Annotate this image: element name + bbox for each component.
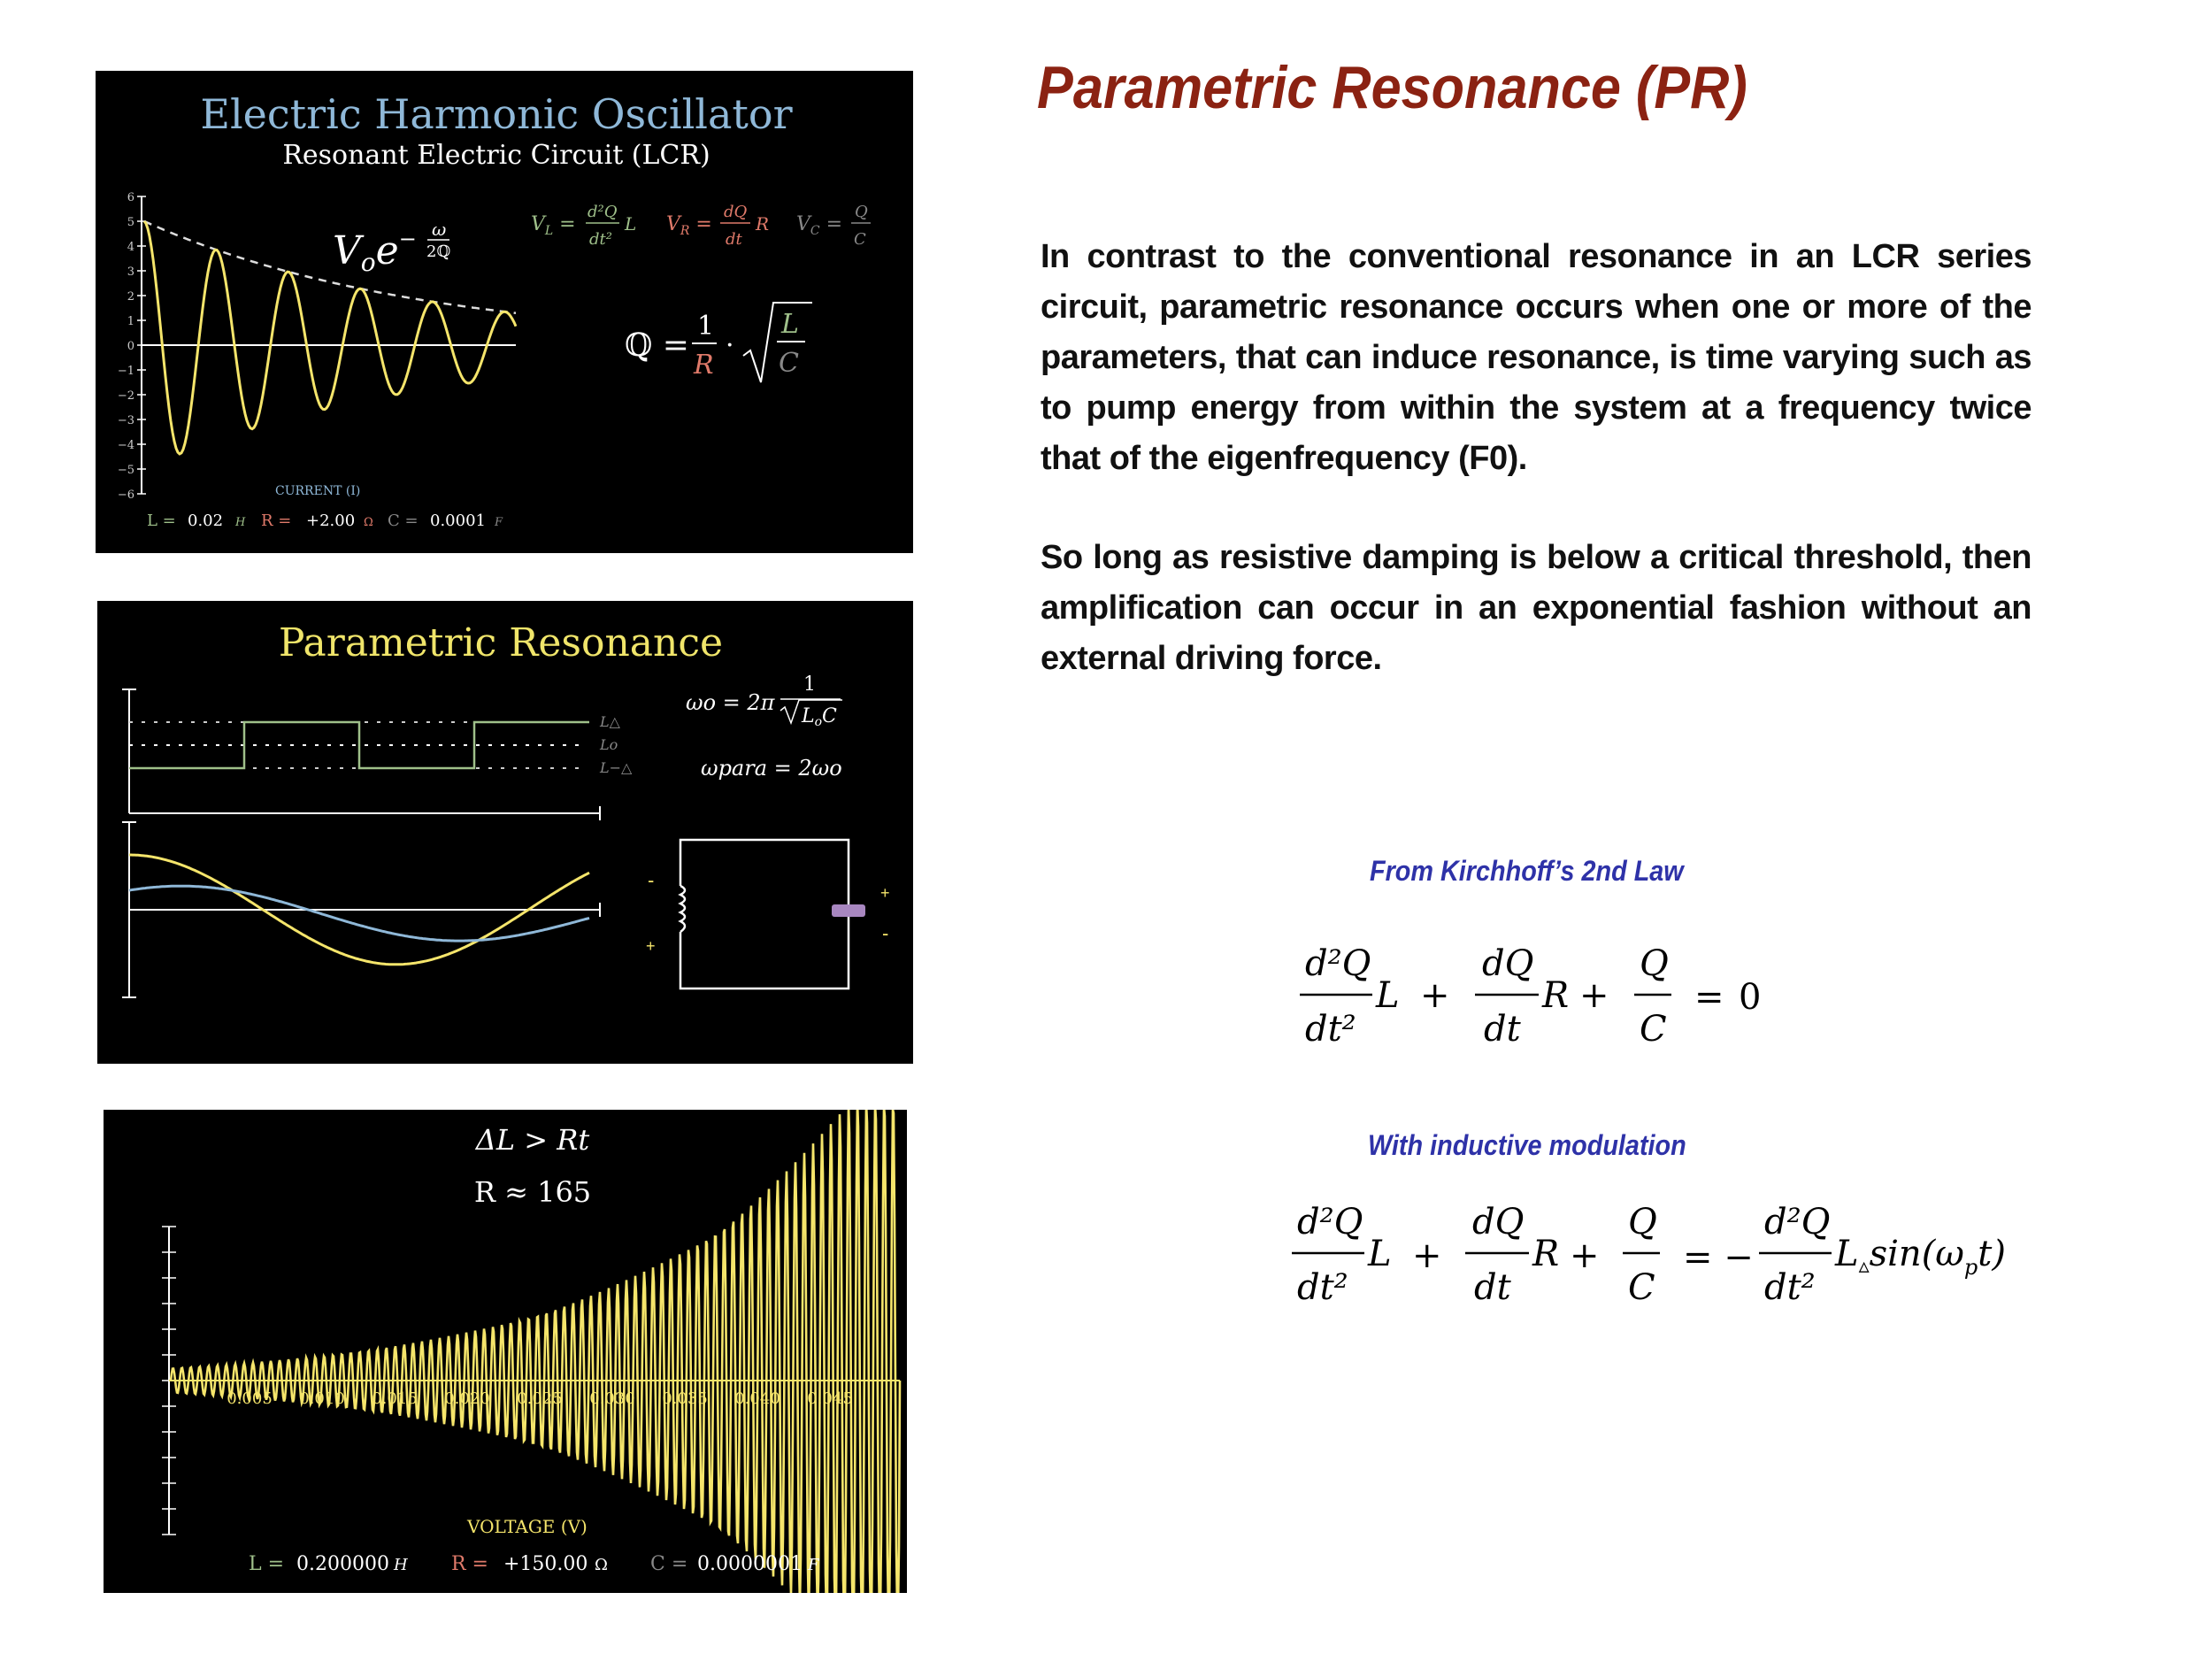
svg-text:Ω: Ω (364, 516, 373, 529)
omega-formulas (686, 673, 842, 781)
svg-text:L =: L = (147, 512, 176, 530)
damping-condition: ΔL > Rt (475, 1123, 590, 1157)
panel3-x-tick-label: 0.045 (807, 1389, 853, 1408)
svg-text:R =: R = (261, 512, 292, 530)
svg-text:dt: dt (1474, 1267, 1511, 1308)
svg-text:C: C (1640, 1009, 1667, 1050)
svg-text:0.0001: 0.0001 (430, 512, 486, 530)
panel1-y-tick-label: −1 (117, 365, 134, 378)
svg-text:0: 0 (1739, 977, 1762, 1018)
svg-text:d²Q: d²Q (588, 203, 618, 221)
parametric-resonance-graphic (97, 601, 913, 1064)
panel1-y-tick-label: 1 (127, 315, 134, 328)
damping-envelope-line (144, 221, 516, 313)
panel1-axis-label: CURRENT (I) (275, 484, 361, 498)
lcr-oscillator-panel (96, 71, 913, 553)
svg-text:+2.00: +2.00 (306, 512, 356, 530)
svg-text:dt²: dt² (1764, 1267, 1816, 1308)
svg-text:C: C (854, 230, 866, 249)
svg-text:C: C (779, 348, 799, 379)
panel3-x-tick-label: 0.035 (662, 1389, 708, 1408)
svg-text:R: R (1542, 975, 1570, 1016)
svg-text:dQ: dQ (1472, 1202, 1525, 1242)
panel3-x-tick-label: 0.005 (227, 1389, 273, 1408)
panel3-x-tick-label: 0.010 (299, 1389, 345, 1408)
panel3-x-tick-label: 0.040 (734, 1389, 780, 1408)
svg-text:dt: dt (1484, 1009, 1521, 1050)
svg-text:L: L (781, 309, 799, 340)
svg-text:1: 1 (697, 311, 715, 342)
svg-text:L: L (625, 213, 637, 235)
svg-text:+: + (880, 884, 890, 902)
panel3-params (249, 1553, 820, 1575)
svg-text:R =: R = (451, 1553, 488, 1575)
svg-text:dt²: dt² (589, 230, 612, 249)
intro-paragraph: In contrast to the conventional resonance in an LCR series circuit, parametric resonance occurs when one or more of the parameters, that can induce resonance, is time varying such as to pump energy from within the system at a frequency twice that of the eigenfrequency (F0). (1041, 238, 2032, 477)
resistance-approx: R ≈ 165 (473, 1175, 592, 1209)
amplification-graphic (104, 1110, 907, 1593)
panel1-y-tick-label: 0 (127, 340, 134, 353)
svg-text:L: L (1368, 1234, 1392, 1274)
svg-text:C =: C = (388, 512, 419, 530)
panel3-x-ticks (227, 1389, 853, 1408)
svg-text:Ω: Ω (595, 1556, 608, 1574)
panel1-y-tick-label: −4 (117, 439, 134, 452)
svg-text:L△: L△ (600, 713, 620, 730)
svg-text:Q: Q (855, 203, 868, 221)
panel1-y-tick-label: 4 (127, 241, 134, 254)
svg-text:Q: Q (1640, 943, 1669, 984)
svg-text:+: + (646, 937, 656, 955)
svg-text:dt²: dt² (1297, 1267, 1348, 1308)
panel3-axis-label: VOLTAGE (V) (467, 1516, 588, 1537)
quality-factor-formula (625, 303, 812, 382)
svg-text:d²Q: d²Q (1764, 1202, 1831, 1242)
svg-text:dt: dt (726, 230, 742, 249)
svg-text:R: R (1532, 1234, 1560, 1274)
svg-text:-: - (648, 869, 655, 891)
panel1-y-tick-label: −5 (117, 464, 134, 477)
svg-text:·: · (726, 330, 734, 361)
lcr-oscillator-graphic (96, 71, 913, 553)
kirchhoff-equation (1287, 938, 1783, 1062)
voltage-formulas (531, 203, 871, 249)
svg-text:=: = (1694, 977, 1724, 1018)
svg-text:L−△: L−△ (600, 759, 633, 776)
svg-text:L▵sin(ωpt): $L_▵\sin(\omega_pt)$ (1835, 1234, 2006, 1280)
panel3-x-tick-label: 0.025 (517, 1389, 563, 1408)
svg-text:1: 1 (803, 673, 816, 696)
panel3-x-tick-label: 0.020 (444, 1389, 490, 1408)
damped-oscillation-wave (144, 221, 516, 454)
svg-text:dt²: dt² (1305, 1009, 1356, 1050)
svg-text:+: + (1570, 1235, 1600, 1276)
lc-circuit-diagram (646, 840, 890, 989)
panel3-x-tick-label: 0.030 (589, 1389, 635, 1408)
svg-text:+: + (1420, 975, 1450, 1016)
svg-text:ωo = 2π: ωo = 2π (686, 690, 775, 715)
page-title: Parametric Resonance (PR) (1037, 54, 1747, 121)
panel1-title: Electric Harmonic Oscillator (200, 90, 793, 138)
panel1-y-tick-label: −2 (117, 389, 134, 403)
panel1-y-tick-label: −6 (117, 489, 134, 502)
svg-text:Q: Q (1628, 1202, 1657, 1242)
svg-text:d²Q: d²Q (1305, 943, 1371, 984)
svg-text:H: H (235, 516, 246, 529)
panel1-params (147, 512, 503, 530)
svg-text:L =: L = (249, 1553, 285, 1575)
svg-text:VC =: $V_C$ = (796, 213, 843, 238)
svg-text:H: H (394, 1556, 408, 1574)
svg-text:C =: C = (650, 1553, 688, 1575)
svg-text:F: F (495, 516, 503, 529)
panel3-x-tick-label: 0.015 (372, 1389, 418, 1408)
panel1-y-tick-label: 3 (127, 265, 134, 279)
svg-text:0.0000001: 0.0000001 (697, 1553, 803, 1575)
modulation-equation (1279, 1196, 2023, 1320)
svg-text:d²Q: d²Q (1297, 1202, 1363, 1242)
parametric-resonance-panel (97, 601, 913, 1064)
svg-text:R: R (694, 350, 714, 381)
svg-text:= −: = − (1683, 1237, 1754, 1278)
damping-paragraph: So long as resistive damping is below a critical threshold, then amplification can occur in an exponential fashion without an external driving force. (1041, 539, 2032, 677)
parametric-amplification-panel (104, 1110, 907, 1593)
panel1-subtitle: Resonant Electric Circuit (LCR) (282, 140, 710, 171)
capacitor-icon (832, 904, 865, 917)
svg-text:dQ: dQ (1482, 943, 1534, 984)
svg-text:Lo: Lo (600, 736, 618, 753)
svg-text:C: C (1628, 1267, 1655, 1308)
svg-text:ℚ =: ℚ = (625, 327, 689, 364)
svg-text:LoC: LoC (802, 705, 837, 729)
svg-text:F: F (808, 1556, 819, 1574)
svg-text:0.200000: 0.200000 (296, 1553, 389, 1575)
panel1-y-tick-label: 6 (127, 191, 134, 204)
panel1-y-tick-label: 5 (127, 216, 134, 229)
svg-text:dQ: dQ (724, 203, 748, 221)
svg-text:+: + (1412, 1235, 1442, 1276)
kirchhoff-label: From Kirchhoff’s 2nd Law (1370, 855, 1684, 887)
svg-text:VR =: $V_R$ = (666, 213, 712, 238)
svg-text:+: + (1579, 975, 1609, 1016)
svg-text:L: L (1376, 975, 1400, 1016)
svg-text:ωpara = 2ωo: ωpara = 2ωo (701, 756, 842, 781)
svg-text:VL =: $V_L$ = (531, 213, 576, 238)
modulation-label: With inductive modulation (1368, 1129, 1686, 1161)
inductance-square-wave (129, 722, 589, 768)
svg-text:0.02: 0.02 (188, 512, 224, 530)
svg-text:ω: ω (432, 219, 447, 240)
svg-text:R: R (756, 213, 770, 235)
level-labels (599, 713, 633, 776)
svg-text:2ℚ: 2ℚ (426, 242, 451, 261)
envelope-formula: Voe− (333, 227, 417, 277)
svg-text:-: - (882, 922, 889, 944)
panel1-y-tick-label: −3 (117, 414, 134, 427)
panel1-y-tick-label: 2 (127, 290, 134, 304)
panel2-title: Parametric Resonance (278, 620, 724, 665)
svg-text:+150.00: +150.00 (503, 1553, 588, 1575)
